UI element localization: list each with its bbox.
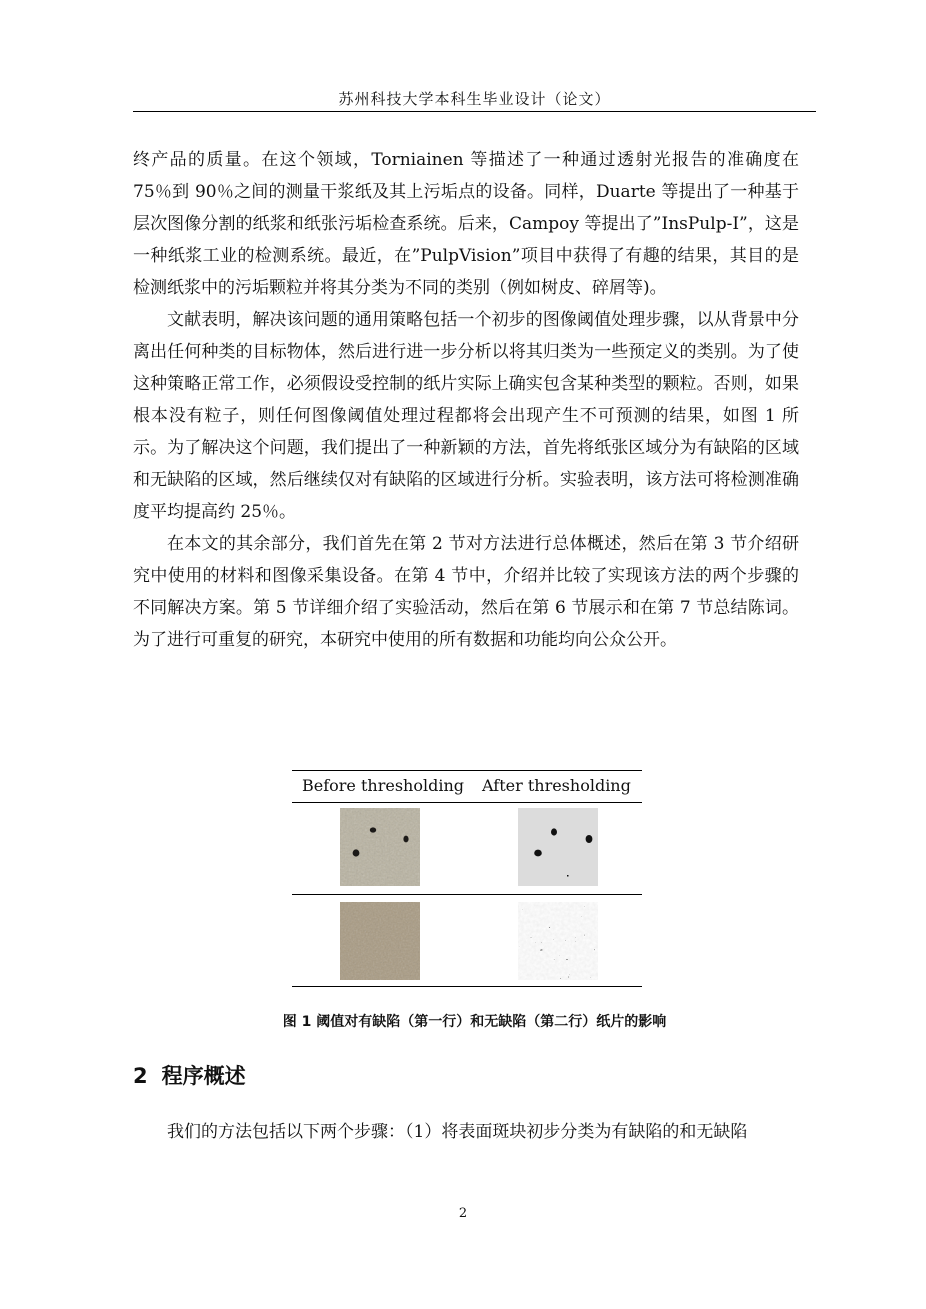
figure-top-rule [292,770,642,771]
section-title: 程序概述 [161,1064,246,1088]
page-number: 2 [458,1206,468,1221]
body-text-bottom [133,1116,799,1148]
dirt-particle [353,849,360,856]
particle-blob [586,835,593,843]
figure-caption: 图 1 阈值对有缺陷（第一行）和无缺陷（第二行）纸片的影响 [282,1014,667,1030]
after-clean-image [518,902,598,980]
paragraph-1: 终产品的质量。在这个领域，Torniainen 等描述了一种通过透射光报告的准确度在 75％到 90％之间的测量干浆纸及其上污垢点的设备。同样，Duarte 等提出了一种基于层次图像分割的纸浆和纸张污垢检查系统。后来，Campoy 等提出了”InsPulp-I”，这是一种纸浆工业的检测系统。最近，在”PulpVision”项目中获得了有趣的结果，其目的是检测纸浆中的污垢颗粒并将其分类为不同的类别（例如树皮、碎屑等)。 [133,150,799,298]
column-header-after: After thresholding [482,776,631,795]
figure-bottom-rule [292,986,642,987]
dirt-particle [403,836,408,843]
threshold-noise-field [518,902,598,980]
threshold-bg [518,808,598,886]
section-number: 2 [133,1064,148,1088]
particle-blob [551,828,557,835]
paragraph-4: 我们的方法包括以下两个步骤：（1）将表面斑块初步分类为有缺陷的和无缺陷 [167,1122,748,1142]
before-clean-image [340,902,420,980]
before-defective-image [340,808,420,886]
column-header-before: Before thresholding [302,776,465,795]
section-heading [133,1060,246,1092]
paragraph-3: 在本文的其余部分，我们首先在第 2 节对方法进行总体概述，然后在第 3 节介绍研究中使用的材料和图像采集设备。在第 4 节中，介绍并比较了实现该方法的两个步骤的不同解决方案。第 5 节详细介绍了实验活动，然后在第 6 节展示和在第 7 节总结陈词。为了进行可重复的研究，本研究中使用的所有数据和功能均向公众公开。 [133,534,799,650]
figure-1 [292,770,642,990]
running-header: 苏州科技大学本科生毕业设计（论文） [338,90,611,108]
figure-header-rule [292,802,642,803]
dirt-particle [370,827,376,832]
body-text-top [133,144,799,656]
header-rule [133,111,816,112]
figure-row-rule [292,894,642,895]
paragraph-2: 文献表明，解决该问题的通用策略包括一个初步的图像阈值处理步骤，以从背景中分离出任何种类的目标物体，然后进行进一步分析以将其归类为一些预定义的类别。为了使这种策略正常工作，必须假设受控制的纸片实际上确实包含某种类型的颗粒。否则，如果根本没有粒子，则任何图像阈值处理过程都将会出现产生不可预测的结果，如图 1 所示。为了解决这个问题，我们提出了一种新颖的方法，首先将纸张区域分为有缺陷的区域和无缺陷的区域，然后继续仅对有缺陷的区域进行分析。实验表明，该方法可将检测准确度平均提高约 25％。 [133,310,799,522]
particle-blob [534,850,542,857]
particle-speck [567,875,569,877]
after-defective-image [518,808,598,886]
